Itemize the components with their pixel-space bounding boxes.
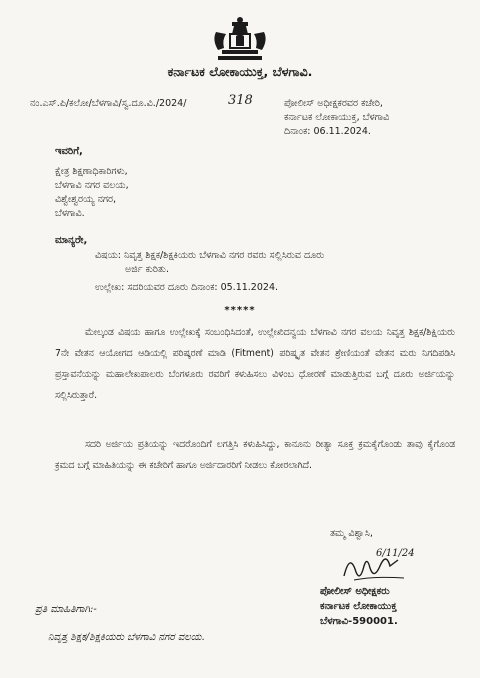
signatory-organisation: ಕರ್ನಾಟಕ ಲೋಕಾಯುಕ್ತ xyxy=(320,601,397,612)
to-line: ಬೆಳಗಾವಿ. xyxy=(55,208,85,219)
office-title: ಕರ್ನಾಟಕ ಲೋಕಾಯುಕ್ತ, ಬೆಳಗಾವಿ. xyxy=(167,64,313,79)
reference-number: ನಂ.ಎಸ್.ಪಿ/ಕಲೋ/ಬೆಳಗಾವಿ/ಸ್ವ.ದೂ.ವಿ./2024/ xyxy=(30,98,187,109)
to-label: ಇವರಿಗೆ, xyxy=(55,146,83,157)
copy-to-recipient: ನಿವೃತ್ತ ಶಿಕ್ಷಕ/ಶಿಕ್ಷಕಿಯರು ಬೆಳಗಾವಿ ನಗರ ವಲಯ. xyxy=(48,632,205,643)
to-line: ವಿಶ್ವೇಶ್ವರಯ್ಯ ನಗರ, xyxy=(55,194,117,205)
signature-date: 6/11/24 xyxy=(376,548,415,559)
paragraph-text: ಮೇಲ್ಕಂಡ ವಿಷಯ ಹಾಗೂ ಉಲ್ಲೇಖಕ್ಕೆ ಸಂಬಂಧಿಸಿದಂತೆ, ಉಲ್ಲೇಖಿದನ್ವಯ ಬೆಳಗಾವಿ ನಗರ ವಲಯ ನಿವೃತ್ತ ಶಿಕ್ಷಕ/ಶಿಕ್ಷಿಯರು 7ನೇ ವೇತನ ಆಯೋಗದ ಆಡಿಯಲ್ಲಿ ಪರಿಷ್ಕರಣೆ ಮಾಡಿ (Fitment) ಪರಿಷ್ಕೃತ ವೇತನ ಶ್ರೇಣಿಯಂತೆ ವೇತನ ಮರು ನಿಗದಿಪಡಿಸಿ ಪ್ರಸ್ತಾವನೆಯನ್ನು ಮಹಾಲೇಖಪಾಲರು ಬೆಂಗಳೂರು ರವರಿಗೆ ಕಳುಹಿಸಲು ವಿಳಂಬ ಧೋರಣೆ ಮಾಡುತ್ತಿರುವ ಬಗ್ಗೆ ದೂರು ಅರ್ಜಿಯನ್ನು ಸಲ್ಲಿಸಿರುತ್ತಾರೆ. xyxy=(55,327,455,401)
from-organisation: ಕರ್ನಾಟಕ ಲೋಕಾಯುಕ್ತ, ಬೆಳಗಾವಿ xyxy=(284,112,390,123)
separator: ***** xyxy=(224,305,256,316)
subject-line-continued: ಅರ್ಜಿ ಕುರಿತು. xyxy=(125,264,169,275)
signatory-place: ಬೆಳಗಾವಿ-590001. xyxy=(320,616,398,627)
letter-date: ದಿನಾಂಕ: 06.11.2024. xyxy=(284,126,371,137)
paragraph-text: ಸದರಿ ಅರ್ಜಿಯ ಪ್ರತಿಯನ್ನು ಇದರೊಂದಿಗೆ ಲಗತ್ತಿಸಿ ಕಳುಹಿಸಿದ್ದು, ಕಾನೂನು ರೀತ್ಯಾ ಸೂಕ್ತ ಕ್ರಮಕೈಗೊಂಡು ತಾವು ಕೈಗೊಂಡ ಕ್ರಮದ ಬಗ್ಗೆ ಮಾಹಿತಿಯನ್ನು ಈ ಕಚೇರಿಗೆ ಹಾಗೂ ಅರ್ಜಿದಾರರಿಗೆ ನೀಡಲು ಕೋರಲಾಗಿದೆ. xyxy=(55,439,455,471)
subject-line: ವಿಷಯ: ನಿವೃತ್ತ ಶಿಕ್ಷಕ/ಶಿಕ್ಷಕಿಯರು ಬೆಳಗಾವಿ ನಗರ ರವರು ಸಲ್ಲಿಸಿರುವ ದೂರು xyxy=(95,250,325,261)
karnataka-emblem-icon xyxy=(210,16,270,64)
from-office: ಪೋಲೀಸ್ ಅಧೀಕ್ಷಕರವರ ಕಚೇರಿ, xyxy=(284,98,383,109)
to-line: ಬೆಳಗಾವಿ ನಗರ ವಲಯ, xyxy=(55,180,129,191)
signatory-designation: ಪೋಲೀಸ್ ಅಧೀಕ್ಷಕರು xyxy=(320,586,390,597)
body-paragraph-1 xyxy=(55,322,455,406)
handwritten-reference-number: 318 xyxy=(228,93,253,108)
to-line: ಕ್ಷೇತ್ರ ಶಿಕ್ಷಣಾಧಿಕಾರಿಗಳು, xyxy=(55,166,128,177)
yours-faithfully: ತಮ್ಮ ವಿಶ್ವಾಸಿ, xyxy=(330,528,373,539)
salutation: ಮಾನ್ಯರೇ, xyxy=(55,235,88,246)
body-paragraph-2 xyxy=(55,434,455,476)
copy-to-label: ಪ್ರತಿ ಮಾಹಿತಿಗಾಗಿ:- xyxy=(35,604,97,615)
subject-reference: ಉಲ್ಲೇಖ: ಸದರಿಯವರ ದೂರು ದಿನಾಂಕ: 05.11.2024. xyxy=(95,282,279,293)
